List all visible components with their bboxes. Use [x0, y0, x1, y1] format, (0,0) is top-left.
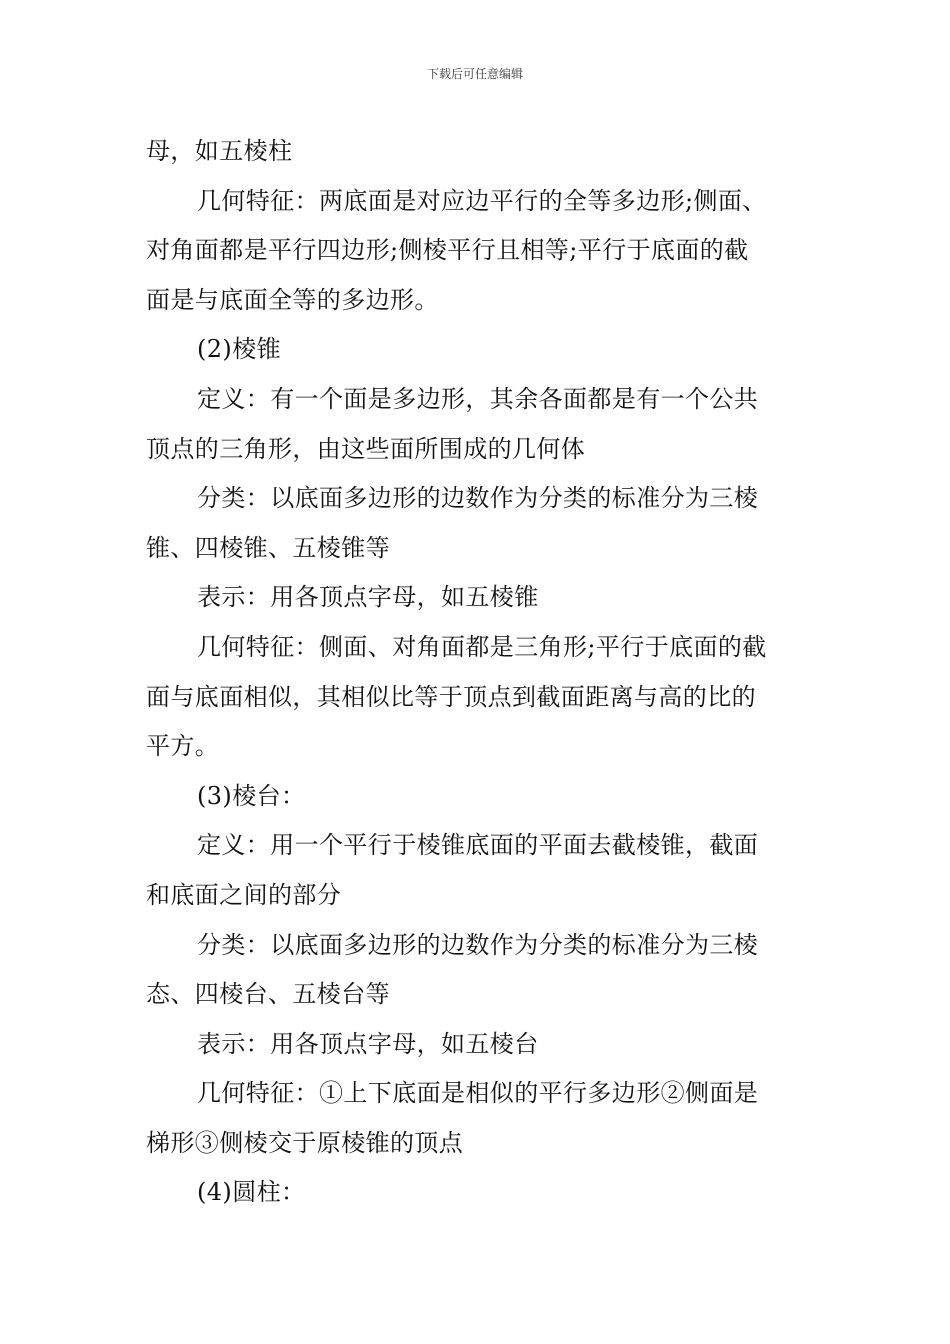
section-heading: (2)棱锥 [197, 335, 281, 364]
paragraph-first-line: 几何特征：①上下底面是相似的平行多边形②侧面是 [197, 1079, 759, 1108]
page-header: 下载后可任意编辑 [426, 67, 523, 81]
text-line: 态、四棱台、五棱台等 [146, 980, 390, 1009]
document-body [146, 127, 810, 1218]
paragraph-first-line: 表示：用各顶点字母，如五棱锥 [197, 583, 539, 612]
paragraph-first-line: 表示：用各顶点字母，如五棱台 [197, 1029, 539, 1058]
paragraph-first-line: 定义：用一个平行于棱锥底面的平面去截棱锥，截面 [197, 831, 759, 860]
text-line: 面是与底面全等的多边形。 [146, 285, 439, 314]
paragraph-first-line: 分类：以底面多边形的边数作为分类的标准分为三棱 [197, 930, 759, 959]
text-line: 梯形③侧棱交于原棱锥的顶点 [146, 1128, 464, 1157]
text-line: 锥、四棱锥、五棱锥等 [146, 533, 390, 562]
paragraph-first-line: 分类：以底面多边形的边数作为分类的标准分为三棱 [197, 484, 759, 513]
section-heading: (3)棱台： [197, 781, 306, 810]
text-line: 和底面之间的部分 [146, 880, 342, 909]
text-line: 对角面都是平行四边形;侧棱平行且相等;平行于底面的截 [146, 236, 749, 265]
paragraph-first-line: 几何特征：侧面、对角面都是三角形;平行于底面的截 [197, 632, 767, 661]
text-line: 面与底面相似，其相似比等于顶点到截面距离与高的比的 [146, 682, 756, 711]
paragraph-first-line: 定义：有一个面是多边形，其余各面都是有一个公共 [197, 384, 759, 413]
section-heading: (4)圆柱： [197, 1178, 306, 1207]
text-line: 顶点的三角形，由这些面所围成的几何体 [146, 434, 586, 463]
paragraph-first-line: 几何特征：两底面是对应边平行的全等多边形;侧面、 [197, 186, 767, 215]
text-line: 平方。 [146, 732, 220, 761]
text-line: 母，如五棱柱 [146, 137, 293, 165]
